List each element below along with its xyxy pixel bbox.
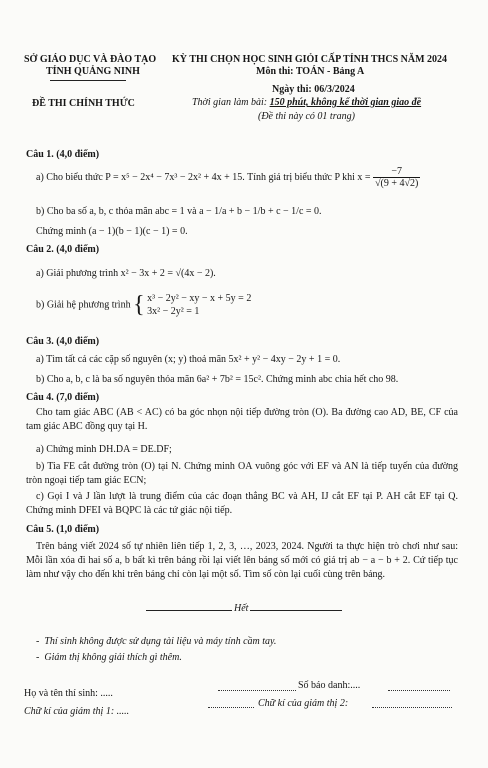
q1-a-text: a) Cho biểu thức P = x⁵ − 2x⁴ − 7x³ − 2x² + 4x + 15. Tính giá trị biểu thức P khi x = [36, 171, 371, 183]
q5-text: Trên bảng viết 2024 số tự nhiên liên tiếp 1, 2, 3, …, 2023, 2024. Người ta thực hiện trò chơi như sau: Mỗi lần xóa đi hai số a, b bất kì trên bảng rồi lại viết lên bảng số mới có giá trị ab − a − b + 2. Cứ tiếp tục làm như vậy cho đến khi trên bảng chỉ còn lại một số. Tìm số còn lại cuối cùng trên bảng. [26, 541, 458, 580]
end-mark: Hết [234, 603, 249, 614]
header-divider [50, 80, 126, 81]
q1-title: Câu 1. (4,0 điểm) [26, 149, 100, 160]
q3-title: Câu 3. (4,0 điểm) [26, 336, 100, 347]
time-prefix: Thời gian làm bài: [192, 97, 270, 108]
proctor-2-dotted-line [372, 707, 452, 708]
official-label: ĐỀ THI CHÍNH THỨC [32, 98, 135, 109]
end-line-right [250, 610, 342, 611]
equation-2: 3x² − 2y² = 1 [147, 306, 200, 317]
q1-part-b: b) Cho ba số a, b, c thỏa mãn abc = 1 và a − 1/a + b − 1/b + c − 1/c = 0. [36, 206, 322, 217]
subject: Môn thi: TOÁN - Bảng A [256, 66, 365, 77]
note-1 [36, 636, 276, 647]
name-dotted-line [218, 690, 296, 691]
q2-part-b [36, 292, 251, 318]
q4-part-a: a) Chứng minh DH.DA = DE.DF; [36, 444, 172, 455]
bullet-icon: - [36, 636, 45, 647]
q1-x-denominator: √(9 + 4√2) [375, 178, 419, 189]
q5-title: Câu 5. (1,0 điểm) [26, 524, 100, 535]
q1-x-fraction [373, 166, 420, 189]
equation-1: x³ − 2y² − xy − x + 5y = 2 [147, 293, 252, 304]
q2-title: Câu 2. (4,0 điểm) [26, 244, 100, 255]
exam-date: Ngày thi: 06/3/2024 [272, 84, 355, 95]
q2-part-a: a) Giải phương trình x² − 3x + 2 = √(4x − 2). [36, 268, 216, 279]
q1-x-numerator: −7 [373, 166, 420, 178]
q4-title: Câu 4. (7,0 điểm) [26, 392, 100, 403]
time-allowed [192, 97, 421, 108]
q4-part-c: c) Gọi I và J lần lượt là trung điểm của các đoạn thẳng BC và AH, IJ cắt EF tại P. AH cắt EF tại Q. Chứng minh DFEI và BQPC là các tứ giác nội tiếp. [26, 491, 458, 516]
note-2-text: Giám thị không giải thích gì thêm. [44, 652, 182, 663]
time-value: 150 phút, không kể thời gian giao đề [269, 97, 422, 108]
province-name: TỈNH QUẢNG NINH [46, 66, 140, 77]
q4-part-b: b) Tia FE cắt đường tròn (O) tại N. Chứng minh OA vuông góc với EF và AN là tiếp tuyến của đường tròn ngoại tiếp tam giác ECN; [26, 461, 458, 486]
candidate-name-field: Họ và tên thí sinh: ..... [24, 688, 113, 699]
bullet-icon: - [36, 652, 45, 663]
q3-part-b: b) Cho a, b, c là ba số nguyên thỏa mãn 6a² + 7b² = 15c². Chứng minh abc chia hết cho 98. [36, 374, 399, 385]
page-count: (Đề thi này có 01 trang) [258, 111, 355, 122]
proctor-1-signature: Chữ kí của giám thị 1: ..... [24, 706, 130, 717]
q1-b-prove: Chứng minh (a − 1)(b − 1)(c − 1) = 0. [36, 226, 188, 237]
equation-system [147, 292, 251, 318]
exam-title: KỲ THI CHỌN HỌC SINH GIỎI CẤP TỈNH THCS NĂM 2024 [172, 54, 448, 65]
proctor-dotted-line [208, 707, 254, 708]
q4-intro: Cho tam giác ABC (AB < AC) có ba góc nhọn nội tiếp đường tròn (O). Ba đường cao AD, BE, CF của tam giác ABC đồng quy tại H. [26, 407, 458, 432]
q3-part-a: a) Tìm tất cả các cặp số nguyên (x; y) thoả mãn 5x² + y² − 4xy − 2y + 1 = 0. [36, 354, 341, 365]
end-line-left [146, 610, 232, 611]
candidate-number-field: Số báo danh:.... [298, 680, 361, 691]
system-brace: { [133, 292, 145, 318]
q2-b-text: b) Giải hệ phương trình [36, 299, 131, 311]
department-name: SỞ GIÁO DỤC VÀ ĐÀO TẠO [24, 54, 157, 65]
q1-part-a [36, 166, 420, 189]
number-dotted-line [388, 690, 450, 691]
note-2 [36, 652, 182, 663]
note-1-text: Thí sinh không được sử dụng tài liệu và máy tính cầm tay. [44, 636, 277, 647]
proctor-2-signature: Chữ kí của giám thị 2: [258, 698, 349, 709]
